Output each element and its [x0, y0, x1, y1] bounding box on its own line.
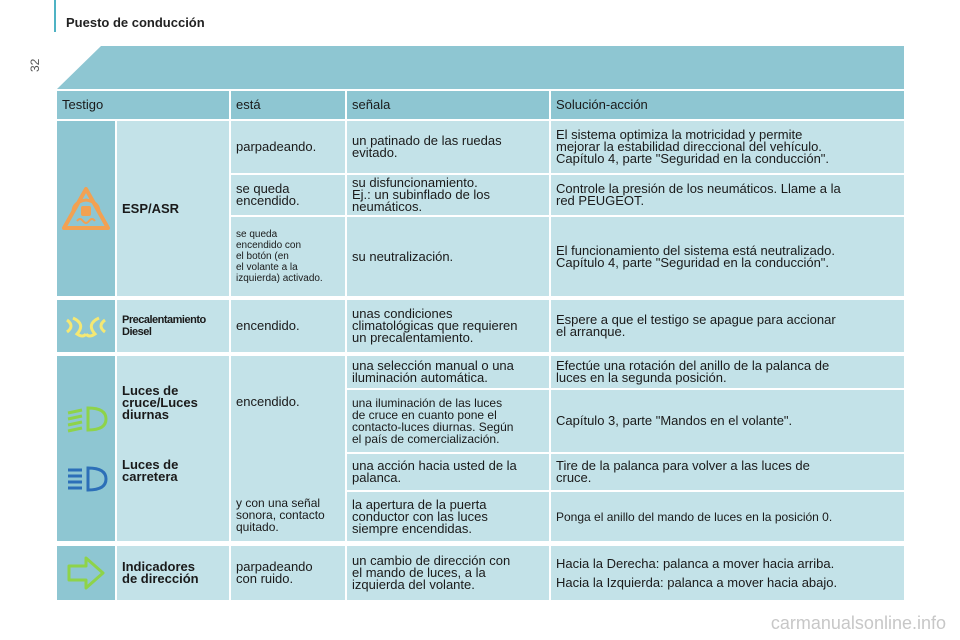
low-beam-name: Luces de cruce/Luces diurnas [122, 383, 198, 422]
diesel-action: Espere a que el testigo se apague para accionar el arranque. [551, 300, 904, 352]
lights-state-2: y con una señal sonora, contacto quitado. [236, 496, 325, 534]
esp-state-1: parpadeando. [231, 121, 345, 173]
direction-arrow-icon [66, 555, 106, 591]
high-beam-name: Luces de carretera [122, 457, 179, 484]
esp-warning-icon [59, 184, 113, 234]
lights-action-4: Ponga el anillo del mando de luces en la posición 0. [551, 492, 904, 541]
diesel-icon-cell [57, 300, 115, 352]
lights-action-1: Efectúe una rotación del anillo de la palanca de luces en la segunda posición. [551, 356, 904, 388]
diesel-state: encendido. [231, 300, 345, 352]
diesel-signal: unas condiciones climatológicas que requieren un precalentamiento. [347, 300, 549, 352]
watermark: carmanualsonline.info [770, 613, 946, 633]
esp-icon-cell [57, 121, 115, 296]
lights-state-cell [231, 356, 345, 541]
esp-name: ESP/ASR [117, 121, 229, 296]
esp-action-2: Controle la presión de los neumáticos. Llame a la red PEUGEOT. [551, 175, 904, 215]
header-testigo: Testigo [57, 91, 229, 119]
lights-action-3: Tire de la palanca para volver a las luces de cruce. [551, 454, 904, 490]
esp-action-1: El sistema optimiza la motricidad y permite mejorar la estabilidad direccional del vehículo. Capítulo 4, parte "Seguridad en la conducción". [551, 121, 904, 173]
section-rule [54, 0, 56, 32]
diesel-preheat-icon [63, 314, 109, 338]
lights-signal-3: una acción hacia usted de la palanca. [347, 454, 549, 490]
esp-signal-2: su disfuncionamiento. Ej.: un subinflado de los neumáticos. [347, 175, 549, 215]
lights-state-1: encendido. [236, 394, 300, 409]
section-title: Puesto de conducción [66, 15, 205, 30]
indicators-signal: un cambio de dirección con el mando de luces, a la izquierda del volante. [347, 546, 549, 600]
page-number: 32 [28, 58, 42, 72]
lights-icon-cell [57, 356, 115, 541]
header-senala: señala [347, 91, 549, 119]
esp-state-3: se queda encendido con el botón (en el volante a la izquierda) activado. [231, 217, 345, 296]
lights-name-cell [117, 356, 229, 541]
lights-signal-4: la apertura de la puerta conductor con las luces siempre encendidas. [347, 492, 549, 541]
esp-state-2: se queda encendido. [231, 175, 345, 215]
low-beam-icon [64, 404, 108, 434]
esp-signal-3: su neutralización. [347, 217, 549, 296]
lights-signal-2: una iluminación de las luces de cruce en cuanto pone el contacto-luces diurnas. Según el país de comercialización. [347, 390, 549, 452]
esp-signal-1: un patinado de las ruedas evitado. [347, 121, 549, 173]
lights-action-2: Capítulo 3, parte "Mandos en el volante". [551, 390, 904, 452]
high-beam-icon [64, 464, 108, 494]
indicators-action: Hacia la Derecha: palanca a mover hacia arriba. Hacia la Izquierda: palanca a mover hacia abajo. [551, 546, 904, 600]
lights-signal-1: una selección manual o una iluminación automática. [347, 356, 549, 388]
esp-action-3: El funcionamiento del sistema está neutralizado. Capítulo 4, parte "Seguridad en la conducción". [551, 217, 904, 296]
header-esta: está [231, 91, 345, 119]
direction-icon-cell [57, 546, 115, 600]
indicators-state: parpadeando con ruido. [231, 546, 345, 600]
diesel-name: Precalentamiento Diesel [117, 300, 229, 352]
indicators-name: Indicadores de dirección [117, 546, 229, 600]
header-solucion: Solución-acción [551, 91, 904, 119]
table-banner [57, 46, 904, 89]
